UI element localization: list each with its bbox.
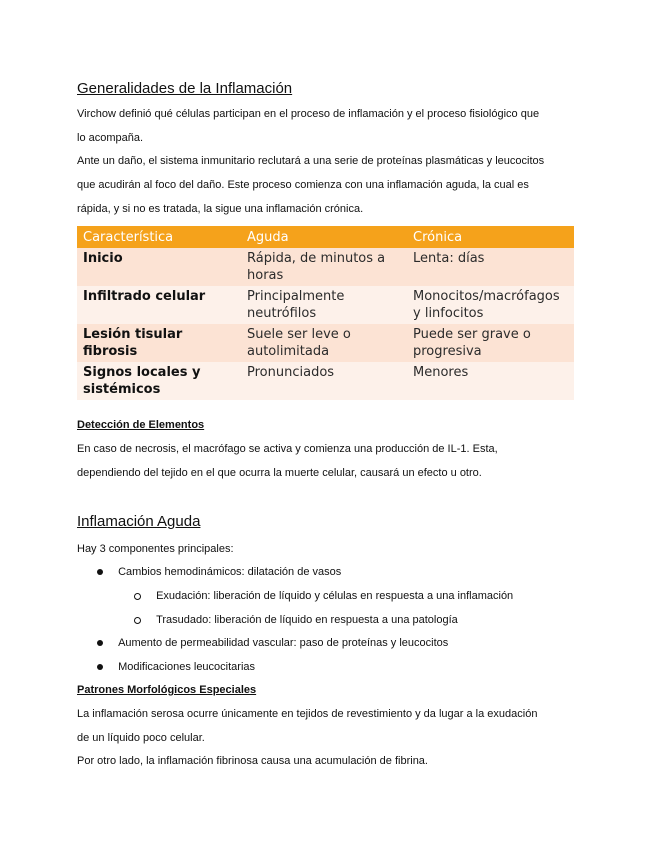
- table-row: [77, 248, 574, 286]
- cell-aguda: Suele ser leve o autolimitada: [241, 324, 407, 362]
- row-label: Infiltrado celular: [77, 286, 241, 324]
- heading-inflamacion-aguda: Inflamación Aguda: [77, 513, 201, 530]
- list-item: Exudación: liberación de líquido y células en respuesta a una inflamación: [134, 590, 513, 602]
- sub-bullet-icon: [134, 593, 141, 600]
- paragraph-line: La inflamación serosa ocurre únicamente en tejidos de revestimiento y da lugar a la exudación: [77, 708, 538, 720]
- row-label: Signos locales y sistémicos: [77, 362, 241, 400]
- table-row: [77, 324, 574, 362]
- paragraph-line: Por otro lado, la inflamación fibrinosa causa una acumulación de fibrina.: [77, 755, 428, 767]
- heading-patrones: Patrones Morfológicos Especiales: [77, 684, 257, 696]
- list-item: Cambios hemodinámicos: dilatación de vasos: [97, 566, 341, 578]
- paragraph-line: Hay 3 componentes principales:: [77, 543, 234, 555]
- table-header-row: [77, 226, 574, 248]
- header-caracteristica: Característica: [77, 226, 241, 248]
- header-aguda: Aguda: [241, 226, 407, 248]
- paragraph-line: de un líquido poco celular.: [77, 732, 205, 744]
- cell-aguda: Pronunciados: [241, 362, 407, 400]
- bullet-icon: [97, 640, 103, 646]
- paragraph-line: dependiendo del tejido en el que ocurra la muerte celular, causará un efecto u otro.: [77, 467, 482, 479]
- sub-bullet-icon: [134, 617, 141, 624]
- bullet-icon: [97, 569, 103, 575]
- paragraph-line: En caso de necrosis, el macrófago se activa y comienza una producción de IL-1. Esta,: [77, 443, 498, 455]
- bullet-icon: [97, 664, 103, 670]
- table-row: [77, 362, 574, 400]
- cell-cronica: Lenta: días: [407, 248, 574, 286]
- comparison-table: [77, 226, 574, 400]
- list-item: Modificaciones leucocitarias: [97, 661, 255, 673]
- cell-cronica: Monocitos/macrófagos y linfocitos: [407, 286, 574, 324]
- paragraph-line: que acudirán al foco del daño. Este proceso comienza con una inflamación aguda, la cual es: [77, 179, 529, 191]
- list-item: Trasudado: liberación de líquido en respuesta a una patología: [134, 614, 458, 626]
- paragraph-line: Virchow definió qué células participan en el proceso de inflamación y el proceso fisiológico que: [77, 108, 540, 120]
- header-cronica: Crónica: [407, 226, 574, 248]
- cell-aguda: Rápida, de minutos a horas: [241, 248, 407, 286]
- list-item: Aumento de permeabilidad vascular: paso de proteínas y leucocitos: [97, 637, 448, 649]
- heading-deteccion: Detección de Elementos: [77, 419, 205, 431]
- heading-generalidades: Generalidades de la Inflamación: [77, 80, 293, 97]
- cell-cronica: Menores: [407, 362, 574, 400]
- table-row: [77, 286, 574, 324]
- paragraph-line: rápida, y si no es tratada, la sigue una inflamación crónica.: [77, 203, 364, 215]
- row-label: Lesión tisular fibrosis: [77, 324, 241, 362]
- paragraph-line: Ante un daño, el sistema inmunitario reclutará a una serie de proteínas plasmáticas y leucocitos: [77, 155, 545, 167]
- cell-cronica: Puede ser grave o progresiva: [407, 324, 574, 362]
- cell-aguda: Principalmente neutrófilos: [241, 286, 407, 324]
- paragraph-line: lo acompaña.: [77, 132, 144, 144]
- row-label: Inicio: [77, 248, 241, 286]
